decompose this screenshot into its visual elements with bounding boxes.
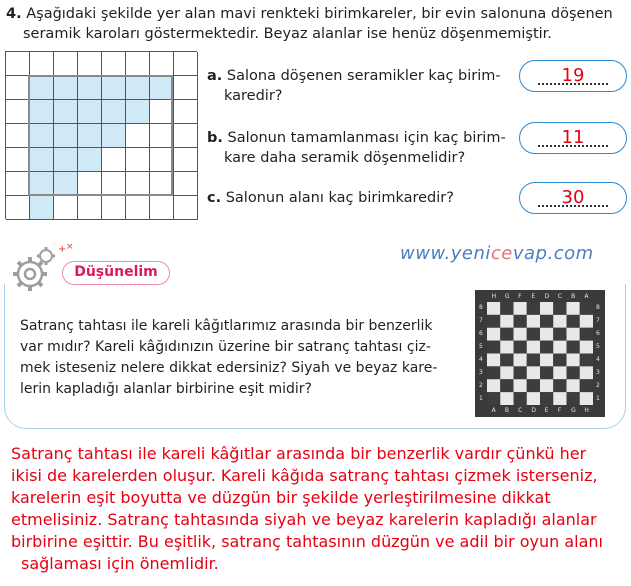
chess-square — [527, 302, 540, 315]
empty-unit-square — [174, 52, 198, 76]
chess-square — [580, 366, 593, 379]
chess-square — [487, 302, 500, 315]
file-label-bottom: H — [584, 407, 589, 414]
chess-square — [580, 341, 593, 354]
tiled-unit-square — [30, 196, 54, 220]
rank-label-right: 6 — [596, 330, 600, 338]
chess-square — [580, 392, 593, 405]
chess-square — [500, 366, 513, 379]
tiled-unit-square — [150, 76, 174, 100]
chess-square — [527, 379, 540, 392]
chess-square — [487, 379, 500, 392]
empty-unit-square — [150, 196, 174, 220]
dusunelim-text: Satranç tahtası ile kareli kâğıtlarımız arasında bir benzerlik var mıdır? Kareli kâğıdınızın üzerine bir satranç tahtası çiz- mek isteseniz nelere dikkat edersiniz? Siyah ve beyaz kare- lerin kapladığı alanlar birbirine eşit midir? — [20, 318, 438, 397]
file-label-bottom: G — [571, 407, 576, 414]
chess-square — [567, 379, 580, 392]
chess-square — [567, 328, 580, 341]
rank-label-right: 5 — [596, 343, 600, 351]
empty-unit-square — [6, 52, 30, 76]
rank-label-right: 1 — [596, 394, 600, 402]
empty-unit-square — [174, 100, 198, 124]
file-label-top: B — [571, 293, 576, 300]
file-label-top: E — [531, 293, 536, 300]
chess-square — [540, 328, 553, 341]
tiled-unit-square — [102, 100, 126, 124]
rank-label-right: 4 — [596, 355, 600, 363]
question-text — [6, 4, 621, 44]
chess-square — [553, 341, 566, 354]
chess-square — [540, 392, 553, 405]
file-label-top: A — [584, 293, 589, 300]
empty-unit-square — [6, 196, 30, 220]
chess-square — [580, 379, 593, 392]
empty-unit-square — [30, 52, 54, 76]
empty-unit-square — [174, 172, 198, 196]
empty-unit-square — [126, 172, 150, 196]
unit-square-grid — [5, 51, 197, 219]
file-label-bottom: E — [544, 407, 549, 414]
rank-label-left: 3 — [479, 368, 483, 376]
chess-square — [567, 315, 580, 328]
sub-question-c: c. Salonun alanı kaç birimkaredir? — [207, 190, 454, 206]
chess-square — [527, 392, 540, 405]
sub-question-b: b. Salonun tamamlanması için kaç birim- kare daha seramik döşenmelidir? — [207, 130, 506, 166]
chess-square — [567, 392, 580, 405]
empty-unit-square — [150, 148, 174, 172]
chess-square — [514, 341, 527, 354]
empty-unit-square — [54, 196, 78, 220]
answer-box-b[interactable] — [519, 122, 627, 154]
chess-square — [553, 392, 566, 405]
chess-square — [540, 379, 553, 392]
rank-label-left: 2 — [479, 381, 483, 389]
chess-square — [500, 392, 513, 405]
file-label-bottom: C — [518, 407, 523, 414]
chess-square — [580, 302, 593, 315]
chess-square — [527, 341, 540, 354]
tiled-unit-square — [54, 124, 78, 148]
tiled-unit-square — [30, 100, 54, 124]
tiled-unit-square — [78, 100, 102, 124]
chess-square — [540, 341, 553, 354]
empty-unit-square — [174, 196, 198, 220]
file-label-top: H — [491, 293, 497, 300]
rank-label-right: 2 — [596, 381, 600, 389]
question-line-2: seramik karoları göstermektedir. Beyaz alanlar ise henüz döşenmemiştir. — [23, 26, 552, 42]
file-label-top: D — [544, 293, 550, 300]
chess-square — [553, 366, 566, 379]
chess-square — [567, 341, 580, 354]
empty-unit-square — [150, 124, 174, 148]
file-label-bottom: B — [504, 407, 509, 414]
sub-question-a: a. Salona döşenen seramikler kaç birim- karedir? — [207, 68, 501, 104]
tiled-unit-square — [102, 124, 126, 148]
empty-unit-square — [78, 52, 102, 76]
chess-square — [553, 315, 566, 328]
empty-unit-square — [174, 76, 198, 100]
chess-square — [527, 366, 540, 379]
chess-square — [580, 328, 593, 341]
chess-square — [567, 366, 580, 379]
empty-unit-square — [78, 196, 102, 220]
empty-unit-square — [78, 172, 102, 196]
question-number: 4. — [6, 6, 22, 22]
empty-unit-square — [6, 172, 30, 196]
tiled-unit-square — [30, 76, 54, 100]
chess-square — [500, 315, 513, 328]
chess-square — [514, 315, 527, 328]
tiled-unit-square — [126, 100, 150, 124]
rank-label-left: 8 — [479, 304, 483, 312]
chess-square — [567, 354, 580, 367]
tiled-unit-square — [54, 148, 78, 172]
tiled-unit-square — [54, 76, 78, 100]
rank-label-left: 4 — [479, 355, 483, 363]
rank-label-left: 7 — [479, 317, 483, 325]
rank-label-left: 1 — [479, 394, 483, 402]
chess-square — [500, 341, 513, 354]
file-label-top: C — [557, 293, 563, 300]
chess-square — [580, 315, 593, 328]
chess-square — [487, 328, 500, 341]
chess-square — [487, 341, 500, 354]
chess-square — [514, 328, 527, 341]
empty-unit-square — [102, 148, 126, 172]
tiled-unit-square — [30, 148, 54, 172]
chess-square — [514, 379, 527, 392]
chess-square — [514, 392, 527, 405]
chess-square — [514, 354, 527, 367]
empty-unit-square — [54, 52, 78, 76]
empty-unit-square — [126, 196, 150, 220]
chess-square — [553, 302, 566, 315]
chess-square — [514, 302, 527, 315]
empty-unit-square — [174, 148, 198, 172]
empty-unit-square — [126, 52, 150, 76]
chess-square — [500, 302, 513, 315]
dusunelim-title: Düşünelim — [62, 261, 170, 285]
chess-square — [500, 379, 513, 392]
tiled-unit-square — [30, 124, 54, 148]
file-label-top: F — [518, 293, 522, 300]
answer-box-c[interactable] — [519, 182, 627, 214]
tiled-unit-square — [102, 76, 126, 100]
chess-square — [553, 354, 566, 367]
chess-square — [540, 302, 553, 315]
chessboard-squares — [487, 302, 593, 405]
chess-square — [487, 366, 500, 379]
chess-square — [553, 379, 566, 392]
chess-square — [527, 328, 540, 341]
tiled-unit-square — [30, 172, 54, 196]
chess-square — [553, 328, 566, 341]
tiled-unit-square — [78, 148, 102, 172]
file-label-bottom: F — [557, 407, 562, 414]
chess-square — [514, 366, 527, 379]
watermark: www.yenicevap.com — [400, 243, 594, 264]
chess-square — [527, 315, 540, 328]
empty-unit-square — [150, 172, 174, 196]
rank-label-right: 8 — [596, 304, 600, 312]
chessboard-image — [475, 290, 605, 417]
rank-label-right: 7 — [596, 317, 600, 325]
chess-square — [540, 366, 553, 379]
svg-text:+: + — [58, 244, 67, 255]
chess-square — [567, 302, 580, 315]
answer-text: Satranç tahtası ile kareli kâğıtlar arasında bir benzerlik vardır çünkü her ikisi de karelerden oluşur. Kareli kâğıda satranç tahtası çizmek isterseniz, karelerin eşit boyutta ve düzgün bir şekilde yerleştirilmesine dikkat etmelisiniz. Satranç tahtasında siyah ve beyaz karelerin kapladığı alanlar birbirine eşittir. Bu eşitlik, satranç tahtasının düzgün ve adil bir oyun alanı sağlaması için önemlidir. — [11, 444, 603, 573]
svg-text:×: × — [66, 242, 74, 252]
empty-unit-square — [150, 52, 174, 76]
tiled-unit-square — [126, 76, 150, 100]
file-label-top: G — [504, 293, 510, 300]
chess-square — [500, 328, 513, 341]
chess-square — [500, 354, 513, 367]
empty-unit-square — [102, 196, 126, 220]
empty-unit-square — [102, 52, 126, 76]
chess-square — [487, 315, 500, 328]
empty-unit-square — [6, 124, 30, 148]
tiled-unit-square — [78, 124, 102, 148]
question-line-1: Aşağıdaki şekilde yer alan mavi renkteki birimkareler, bir evin salonuna döşenen — [26, 6, 613, 22]
empty-unit-square — [174, 124, 198, 148]
svg-text:·: · — [53, 241, 55, 248]
empty-unit-square — [126, 124, 150, 148]
answer-b-value: 11 — [561, 127, 585, 148]
answer-a-value: 19 — [561, 65, 585, 86]
tiled-unit-square — [54, 100, 78, 124]
tiled-unit-square — [78, 76, 102, 100]
answer-c-value: 30 — [561, 187, 585, 208]
empty-unit-square — [6, 76, 30, 100]
chess-square — [580, 354, 593, 367]
file-label-bottom: A — [491, 407, 496, 414]
rank-label-left: 5 — [479, 343, 483, 351]
empty-unit-square — [126, 148, 150, 172]
empty-unit-square — [150, 100, 174, 124]
chess-square — [540, 315, 553, 328]
empty-unit-square — [6, 148, 30, 172]
chess-square — [540, 354, 553, 367]
chess-square — [527, 354, 540, 367]
chess-square — [487, 392, 500, 405]
empty-unit-square — [102, 172, 126, 196]
rank-label-right: 3 — [596, 368, 600, 376]
tiled-unit-square — [54, 172, 78, 196]
empty-unit-square — [6, 100, 30, 124]
answer-box-a[interactable] — [519, 60, 627, 92]
rank-label-left: 6 — [479, 330, 483, 338]
file-label-bottom: D — [531, 407, 536, 414]
chess-square — [487, 354, 500, 367]
